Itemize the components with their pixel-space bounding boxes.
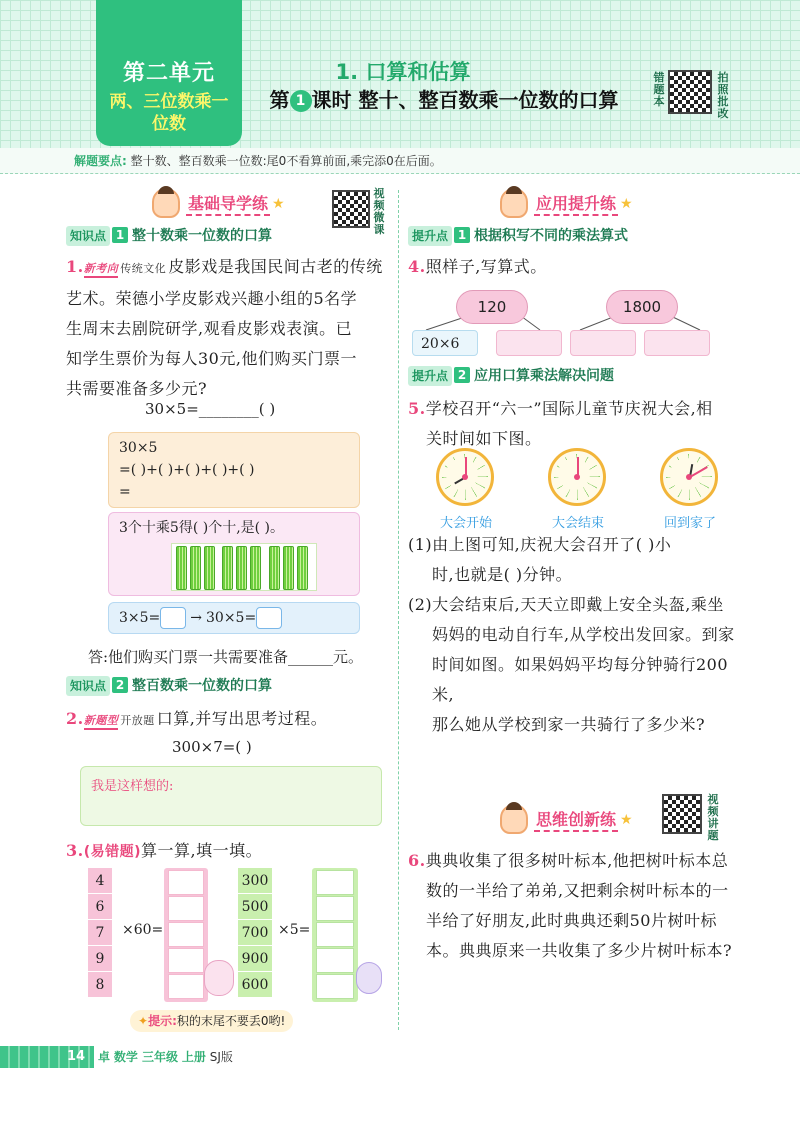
improve-point-2 [408,366,614,386]
q3-input-value: 500 [238,894,272,920]
q3-input-value: 600 [238,972,272,998]
arrow-icon: → [190,610,203,626]
q3-operator-1: ×60= [122,922,164,938]
kp-title: 根据积写不同的乘法算式 [474,228,629,244]
clock-end [548,448,606,506]
question-3 [66,836,262,867]
clock-label: 大会开始 [439,516,492,531]
qr-code-icon[interactable] [332,190,370,228]
box-line[interactable]: = [119,484,131,500]
q-badge-sub: 传统文化 [120,262,167,275]
q3-input-value: 9 [88,946,112,972]
q5-subquestion-2 [408,590,738,740]
answer-box[interactable] [168,870,204,895]
q-text: 皮影戏是我国民间古老的传统 [168,257,383,276]
footer-subject: 数学 三年级 [113,1050,179,1064]
lesson-prefix: 第 [269,88,290,112]
answer-box[interactable] [316,896,354,921]
lesson-title [254,86,634,114]
star-icon: ★ [620,195,633,212]
unit-badge [96,0,242,146]
q2-think-box[interactable] [80,766,382,826]
kp-title: 整百数乘一位数的口算 [132,678,273,694]
q-number: 4. [408,257,426,276]
q-text: 那么她从学校到家一共骑行了多少米? [432,715,706,734]
kp-num: 2 [112,677,128,693]
section-heading-text: 应用提升练 [534,191,618,216]
section-heading-basic [152,188,285,218]
section-heading-text: 思维创新练 [534,807,618,832]
box-text: 3×5= [119,610,161,626]
q-text: 照样子,写算式。 [425,257,547,276]
kp-tag: 知识点 [66,676,110,696]
q-badge: (易错题) [83,844,141,860]
kp-title: 应用口算乘法解决问题 [474,368,615,384]
box-text: 30×5= [206,610,257,626]
q1-box-decompose [108,432,360,508]
answer-box[interactable] [570,330,636,356]
q-number: 2. [66,709,84,728]
q1-box-sticks [108,512,360,596]
answer-box[interactable] [168,948,204,973]
improve-point-1 [408,226,628,246]
box-line: 30×5 [119,440,158,456]
q-text: 关时间如下图。 [426,429,542,448]
lesson-number: 1 [290,90,312,112]
q-text: 生周末去剧院研学,观看皮影戏表演。已 [66,319,353,338]
doll-icon [500,188,528,218]
q-number: 1. [66,257,84,276]
knowledge-point-1 [66,226,272,246]
q-text: 口算,并写出思考过程。 [156,709,328,728]
answer-box[interactable] [256,607,282,629]
doll-icon [500,804,528,834]
tip-text: 整十数、整百数乘一位数:尾0不看算前面,乘完添0在后面。 [130,154,442,168]
column-divider [398,190,399,1030]
section-title: 1. 口算和估算 [335,60,471,84]
answer-box[interactable] [316,948,354,973]
box-line[interactable]: =( )+( )+( )+( )+( ) [119,462,255,478]
q3-operator-2: ×5= [278,922,311,938]
q-text: 数的一半给了弟弟,又把剩余树叶标本的一 [426,881,729,900]
section-heading-text: 基础导学练 [186,191,270,216]
q3-answer-column-1 [164,868,208,1002]
question-2 [66,704,327,736]
q-badge: 新题型 [84,714,119,730]
q-text: 半给了好朋友,此时典典还剩50片树叶标 [426,911,717,930]
stick-bundle-icon [190,546,201,590]
q-text: (1)由上图可知,庆祝大会召开了( )小 [408,535,672,554]
clock-home [660,448,718,506]
hint-label: 提示: [148,1014,177,1028]
q3-input-column [88,868,112,998]
star-icon: ★ [620,811,633,828]
answer-box[interactable] [168,922,204,947]
q-text: 典典收集了很多树叶标本,他把树叶标本总 [425,851,729,870]
q3-input-value: 900 [238,946,272,972]
question-6 [408,846,738,966]
qr-tag: 视频微课 [373,187,385,236]
tip-line [0,148,800,174]
section-heading-application [500,188,633,218]
q3-input-value: 300 [238,868,272,894]
lightbulb-icon: ✦ [138,1014,149,1028]
answer-box[interactable] [496,330,562,356]
stick-bundle-icon [297,546,308,590]
q-text: 本。典典原来一共收集了多少片树叶标本? [426,941,733,960]
kp-tag: 提升点 [408,226,452,246]
star-icon: ★ [272,195,285,212]
clock-icon [548,448,606,506]
pig-product-2: 1800 [606,290,678,324]
sticks-illustration [171,543,317,591]
q1-box-transfer [108,602,360,634]
footer-text [98,1048,233,1065]
stick-bundle-icon [236,546,247,590]
q-text: 时,也就是( )分钟。 [432,565,573,584]
q-text: (2)大会结束后,天天立即戴上安全头盔,乘坐 [408,595,724,614]
clock-icon [660,448,718,506]
q3-input-value: 7 [88,920,112,946]
kp-tag: 提升点 [408,366,452,386]
q1-equation[interactable]: 30×5=________( ) [145,400,276,418]
q-badge: 新考向 [84,262,119,278]
q-text: 知学生票价为每人30元,他们购买门票一 [66,349,357,368]
question-5 [408,394,738,454]
q3-input-column-2 [238,868,272,998]
answer-box[interactable] [316,922,354,947]
kp-tag: 知识点 [66,226,110,246]
q-text: 共需要准备多少元? [66,379,208,398]
q5-subquestion-1[interactable] [408,530,738,590]
q3-input-value: 4 [88,868,112,894]
q-text: 学校召开“六一”国际儿童节庆祝大会,相 [425,399,713,418]
box-line[interactable]: 3个十乘5得( )个十,是( )。 [119,520,285,536]
question-1 [66,252,396,404]
answer-box[interactable] [644,330,710,356]
stick-bundle-icon [269,546,280,590]
goat-mascot-icon [356,962,382,994]
question-4 [408,252,547,282]
pig-product-1: 120 [456,290,528,324]
kp-title: 整十数乘一位数的口算 [132,228,273,244]
clock-icon [436,448,494,506]
q-number: 5. [408,399,426,418]
footer-edition: SJ版 [209,1050,233,1064]
hint-text: 积的末尾不要丢0哟! [176,1014,286,1028]
answer-box[interactable] [316,974,354,999]
qr-code-icon[interactable] [668,70,712,114]
q3-answer-column-2 [312,868,358,1002]
stick-bundle-icon [176,546,187,590]
qr-left-tag: 错题本 [653,71,665,108]
q-text: 艺术。荣德小学皮影戏兴趣小组的5名学 [66,289,358,308]
page-number: 14 [66,1049,86,1064]
q3-input-value: 8 [88,972,112,998]
q-text: 时间如图。如果妈妈平均每分钟骑行200米, [432,655,729,704]
bunny-mascot-icon [204,960,234,996]
unit-subtitle: 两、三位数乘一位数 [109,92,229,134]
q4-example: 20×6 [412,330,478,356]
answer-box[interactable] [316,870,354,895]
knowledge-point-2 [66,676,272,696]
clock-start [436,448,494,506]
q-number: 3. [66,841,84,860]
q3-input-value: 6 [88,894,112,920]
stick-bundle-icon [250,546,261,590]
section-heading-thinking [500,804,633,834]
brand-mark: 卓 [98,1050,111,1064]
stick-bundle-icon [283,546,294,590]
stick-bundle-icon [222,546,233,590]
qr-code-icon[interactable] [662,794,702,834]
q-text: 妈妈的电动自行车,从学校出发回家。到家 [432,625,735,644]
unit-title: 第二单元 [122,61,215,86]
answer-box[interactable] [168,974,204,999]
q-badge-sub: 开放题 [120,714,155,727]
qr-right-tag: 拍照批改 [717,71,729,120]
q2-equation[interactable]: 300×7=( ) [172,738,252,756]
doll-icon [152,188,180,218]
q1-answer[interactable]: 答:他们购买门票一共需要准备______元。 [88,648,364,666]
lesson-title-text: 课时 整十、整百数乘一位数的口算 [311,88,619,112]
footer-term: 上册 [181,1050,206,1064]
q3-input-value: 700 [238,920,272,946]
answer-box[interactable] [168,896,204,921]
kp-num: 2 [454,367,470,383]
answer-box[interactable] [160,607,186,629]
q-text: 算一算,填一填。 [141,841,263,860]
q-number: 6. [408,851,426,870]
q3-hint [130,1010,293,1032]
kp-num: 1 [112,227,128,243]
qr-tag: 视频讲题 [707,793,719,842]
clock-label: 回到家了 [663,516,716,531]
kp-num: 1 [454,227,470,243]
tip-label: 解题要点: [74,154,127,168]
clock-label: 大会结束 [551,516,604,531]
stick-bundle-icon [204,546,215,590]
think-label: 我是这样想的: [91,779,174,794]
